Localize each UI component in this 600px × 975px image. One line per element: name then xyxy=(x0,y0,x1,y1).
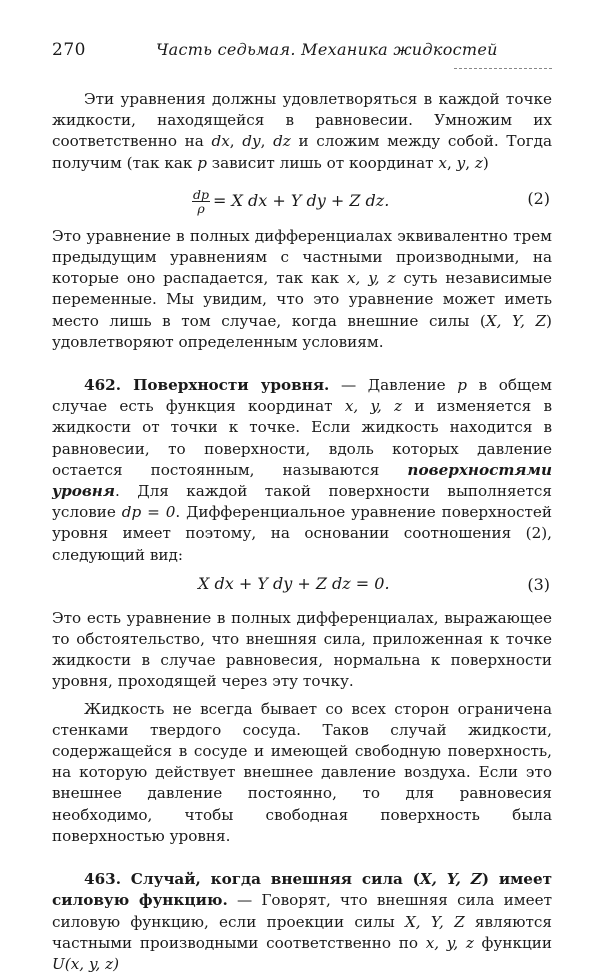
math-xyz: x, y, z xyxy=(346,269,396,288)
equation-2-number: (2) xyxy=(527,188,550,208)
math-XYZ: X, Y, Z xyxy=(405,912,465,931)
text-span: . Дифференциальное уравнение поверхностей уровня имеет поэтому, на основании соотношения (2), следующий вид: xyxy=(52,503,552,564)
section-463-heading-vars: X, Y, Z xyxy=(419,870,482,889)
math-p: p xyxy=(197,153,207,172)
text-span: , xyxy=(465,153,475,172)
math-y: y xyxy=(456,153,466,172)
text-span: , xyxy=(229,132,243,151)
math-xyz: x, y, z xyxy=(344,397,403,416)
fraction-denominator: ρ xyxy=(197,200,205,216)
math-z: z xyxy=(474,153,483,172)
text-span: . Для каждой такой поверхности выполняется условие xyxy=(52,482,552,522)
text-span: Это уравнение в полных дифференциалах эквивалентно трем предыдущим уравнениям с частными производными, на которые оно распадается, так как xyxy=(52,226,552,288)
paragraph-free-surface: Жидкость не всегда бывает со всех сторон ограничена стенками твердого сосуда. Таков случай жидкости, содержащейся в сосуде и имеющей свободную поверхность, на которую действует внешнее давление воздуха. Если это внешнее давление постоянно, то для равновесия необходимо, чтобы свободная поверхность была поверхностью уровня. xyxy=(52,699,552,845)
section-463-heading: 463. Случай, когда внешняя сила ( xyxy=(84,870,420,889)
text-span: являются частными производными соответственно по xyxy=(52,912,552,952)
equation-2-formula xyxy=(192,188,389,215)
math-x: x xyxy=(438,153,447,172)
fraction-numerator: dp xyxy=(193,186,210,202)
paragraph-normal-force: Это есть уравнение в полных дифференциалах, выражающее то обстоятельство, что внешняя сила, приложенная к точке жидкости в случае равновесия, нормальна к поверхности уровня, проходящей через эту точку. xyxy=(52,608,552,691)
math-xyz: x, y, z xyxy=(425,933,474,952)
running-head: Часть седьмая. Механика жидкостей xyxy=(156,40,498,59)
equation-3-formula: X dx + Y dy + Z dz = 0. xyxy=(198,573,390,593)
section-462-heading: 462. Поверхности уровня. xyxy=(84,376,330,395)
text-span: суть независимые переменные. Мы увидим, что это уравнение может иметь место лишь в том случае, когда внешние силы ( xyxy=(52,269,552,330)
math-dp-zero: dp = 0 xyxy=(121,503,176,522)
text-span: и изменяется в жидкости от точки к точке. Если жидкость находится в равновесии, то поверхности, вдоль которых давление остается постоянным, называются xyxy=(52,397,552,479)
math-dx: dx xyxy=(211,132,230,151)
text-span: Эти уравнения должны удовлетворяться в каждой точке жидкости, находящейся в равновесии. Умножим их соответственно на xyxy=(52,90,552,151)
text-span: — Давление xyxy=(329,376,458,395)
paragraph-equilibrium-equations xyxy=(52,89,552,174)
equation-2 xyxy=(52,178,552,222)
paragraph-total-differential xyxy=(52,226,552,353)
text-span: функции xyxy=(473,933,552,952)
math-dy: dy xyxy=(242,132,261,151)
fraction-dp-rho xyxy=(192,188,210,215)
text-span: — Говорят, что внешняя сила имеет силовую функцию, если проекции силы xyxy=(52,891,552,931)
page-header xyxy=(52,30,552,64)
section-462 xyxy=(52,375,552,566)
text-span: ) xyxy=(482,153,489,172)
math-dz: dz xyxy=(273,132,291,151)
header-rule xyxy=(454,68,552,69)
section-gap xyxy=(52,353,552,375)
term-level-surfaces: поверхностями уровня xyxy=(52,460,552,501)
text-span: зависит лишь от координат xyxy=(206,153,439,172)
math-p: p xyxy=(457,376,467,395)
section-gap xyxy=(52,847,552,869)
equation-3-number: (3) xyxy=(527,574,550,594)
text-span: ) удовлетворяют определенным условиям. xyxy=(52,311,552,351)
math-U-function: U(x, y, z) xyxy=(52,954,120,973)
section-463 xyxy=(52,869,552,975)
equation-3 xyxy=(52,568,552,606)
equation-2-rhs: = X dx + Y dy + Z dz. xyxy=(213,190,390,210)
text-span: , xyxy=(447,153,457,172)
section-463-heading-end: ) имеет силовую функцию. xyxy=(52,870,553,910)
math-XYZ: X, Y, Z xyxy=(485,311,547,330)
text-span: и сложим между собой. Тогда получим (так как xyxy=(52,132,553,172)
page-number: 270 xyxy=(52,40,86,60)
page xyxy=(52,30,553,973)
text-span: в общем случае есть функция координат xyxy=(52,376,552,416)
text-span: , xyxy=(260,132,274,151)
